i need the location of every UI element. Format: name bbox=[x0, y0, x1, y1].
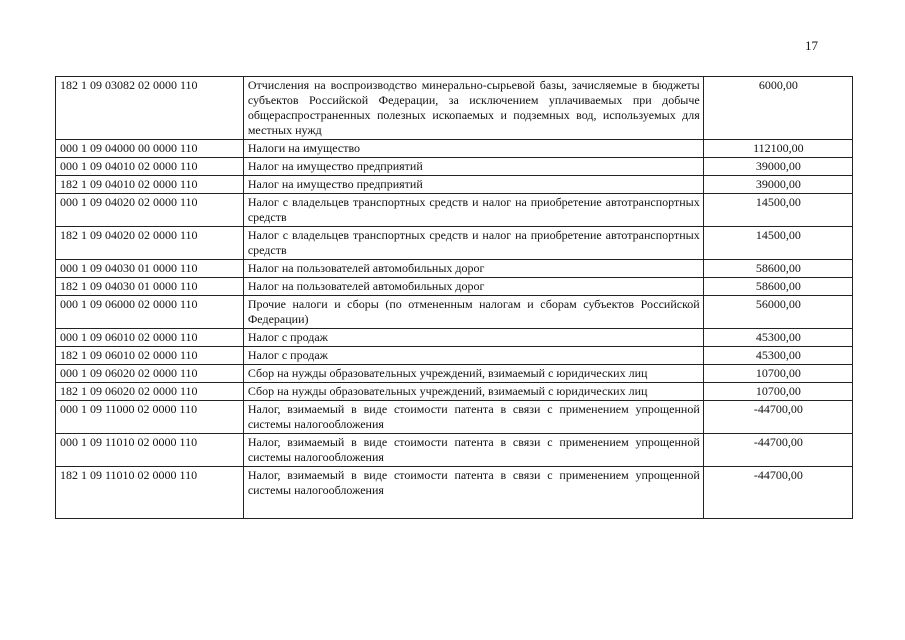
code-cell: 182 1 09 04030 01 0000 110 bbox=[56, 278, 244, 296]
code-cell: 000 1 09 04030 01 0000 110 bbox=[56, 260, 244, 278]
name-cell: Сбор на нужды образовательных учреждений, взимаемый с юридических лиц bbox=[243, 383, 703, 401]
budget-revenue-table bbox=[55, 76, 853, 519]
code-cell: 000 1 09 11000 02 0000 110 bbox=[56, 401, 244, 434]
code-cell: 000 1 09 04010 02 0000 110 bbox=[56, 158, 244, 176]
name-cell: Прочие налоги и сборы (по отмененным налогам и сборам субъектов Российской Федерации) bbox=[243, 296, 703, 329]
name-cell: Налог с владельцев транспортных средств и налог на приобретение автотранспортных средств bbox=[243, 227, 703, 260]
table-row bbox=[56, 176, 853, 194]
table-row bbox=[56, 260, 853, 278]
amount-cell: 45300,00 bbox=[703, 329, 852, 347]
table-row bbox=[56, 434, 853, 467]
table-row bbox=[56, 77, 853, 140]
name-cell: Отчисления на воспроизводство минерально-сырьевой базы, зачисляемые в бюджеты субъектов Российской Федерации, за исключением уплачиваемых при добыче общераспространенных полезных ископаемых и подземных вод, используемых для местных нужд bbox=[243, 77, 703, 140]
code-cell: 182 1 09 06020 02 0000 110 bbox=[56, 383, 244, 401]
name-cell: Налог на имущество предприятий bbox=[243, 158, 703, 176]
name-cell: Налог с продаж bbox=[243, 347, 703, 365]
amount-cell: 58600,00 bbox=[703, 278, 852, 296]
name-cell: Налог, взимаемый в виде стоимости патента в связи с применением упрощенной системы налогообложения bbox=[243, 401, 703, 434]
table-row bbox=[56, 383, 853, 401]
amount-cell: 56000,00 bbox=[703, 296, 852, 329]
name-cell: Налог, взимаемый в виде стоимости патента в связи с применением упрощенной системы налогообложения bbox=[243, 467, 703, 519]
amount-cell: 14500,00 bbox=[703, 227, 852, 260]
code-cell: 182 1 09 03082 02 0000 110 bbox=[56, 77, 244, 140]
table-row bbox=[56, 140, 853, 158]
table-row bbox=[56, 467, 853, 519]
code-cell: 000 1 09 11010 02 0000 110 bbox=[56, 434, 244, 467]
table-row bbox=[56, 329, 853, 347]
table-row bbox=[56, 194, 853, 227]
code-cell: 182 1 09 04010 02 0000 110 bbox=[56, 176, 244, 194]
name-cell: Налог на пользователей автомобильных дорог bbox=[243, 278, 703, 296]
amount-cell: -44700,00 bbox=[703, 467, 852, 519]
amount-cell: 10700,00 bbox=[703, 365, 852, 383]
code-cell: 182 1 09 11010 02 0000 110 bbox=[56, 467, 244, 519]
name-cell: Налог на пользователей автомобильных дорог bbox=[243, 260, 703, 278]
table-row bbox=[56, 227, 853, 260]
name-cell: Налог на имущество предприятий bbox=[243, 176, 703, 194]
name-cell: Налог с владельцев транспортных средств и налог на приобретение автотранспортных средств bbox=[243, 194, 703, 227]
amount-cell: -44700,00 bbox=[703, 434, 852, 467]
amount-cell: 39000,00 bbox=[703, 158, 852, 176]
amount-cell: 39000,00 bbox=[703, 176, 852, 194]
page-number: 17 bbox=[805, 38, 818, 53]
table-row bbox=[56, 365, 853, 383]
amount-cell: 14500,00 bbox=[703, 194, 852, 227]
code-cell: 182 1 09 06010 02 0000 110 bbox=[56, 347, 244, 365]
amount-cell: -44700,00 bbox=[703, 401, 852, 434]
amount-cell: 6000,00 bbox=[703, 77, 852, 140]
amount-cell: 10700,00 bbox=[703, 383, 852, 401]
table-body bbox=[56, 77, 853, 519]
name-cell: Налог с продаж bbox=[243, 329, 703, 347]
code-cell: 000 1 09 04000 00 0000 110 bbox=[56, 140, 244, 158]
code-cell: 000 1 09 06010 02 0000 110 bbox=[56, 329, 244, 347]
table-row bbox=[56, 296, 853, 329]
name-cell: Сбор на нужды образовательных учреждений, взимаемый с юридических лиц bbox=[243, 365, 703, 383]
code-cell: 000 1 09 04020 02 0000 110 bbox=[56, 194, 244, 227]
table-row bbox=[56, 278, 853, 296]
amount-cell: 45300,00 bbox=[703, 347, 852, 365]
table-row bbox=[56, 158, 853, 176]
name-cell: Налог, взимаемый в виде стоимости патента в связи с применением упрощенной системы налогообложения bbox=[243, 434, 703, 467]
code-cell: 000 1 09 06000 02 0000 110 bbox=[56, 296, 244, 329]
amount-cell: 112100,00 bbox=[703, 140, 852, 158]
table-row bbox=[56, 401, 853, 434]
code-cell: 182 1 09 04020 02 0000 110 bbox=[56, 227, 244, 260]
amount-cell: 58600,00 bbox=[703, 260, 852, 278]
code-cell: 000 1 09 06020 02 0000 110 bbox=[56, 365, 244, 383]
table-row bbox=[56, 347, 853, 365]
name-cell: Налоги на имущество bbox=[243, 140, 703, 158]
